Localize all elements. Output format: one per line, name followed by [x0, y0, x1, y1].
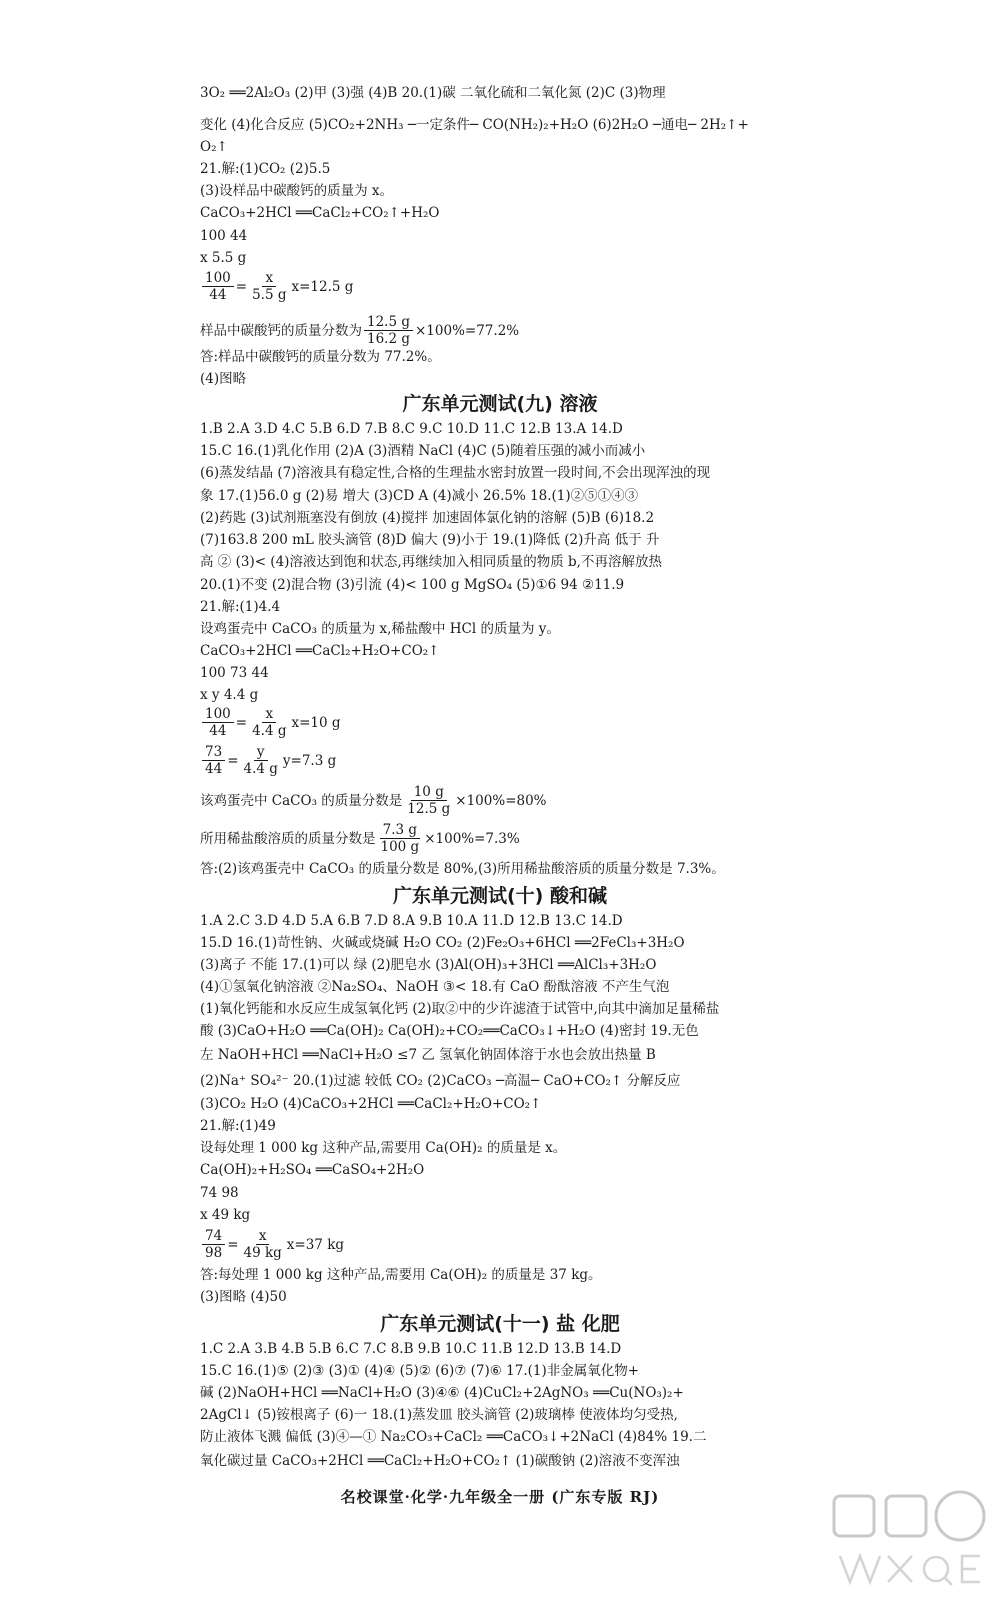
text-line: (2)药匙 (3)试剂瓶塞没有倒放 (4)搅拌 加速固体氯化钠的溶解 (5)B (6)18.2: [200, 510, 655, 526]
fraction-equation: $\frac{73}{44}$ = $\frac{y}{4.4 g}$ y=7.3 g: [200, 744, 336, 777]
fraction-equation: 所用稀盐酸溶质的质量分数是 $\frac{7.3 g}{100 g}$ ×100%=7.3%: [200, 822, 520, 855]
text-line: 21.解:(1)4.4: [200, 599, 281, 615]
text-line: 氧化碳过量 CaCO₃+2HCl ══CaCl₂+H₂O+CO₂↑ (1)碳酸钠 (2)溶液不变浑浊: [200, 1453, 680, 1469]
text-line: 3O₂ ══2Al₂O₃ (2)甲 (3)强 (4)B 20.(1)碳 二氧化硫和二氧化氮 (2)C (3)物理: [200, 85, 666, 101]
text-line: 21.解:(1)49: [200, 1118, 276, 1134]
text-line: (2)Na⁺ SO₄²⁻ 20.(1)过滤 较低 CO₂ (2)CaCO₃ ─高温─ CaO+CO₂↑ 分解反应: [200, 1073, 681, 1089]
text-line: 防止液体飞溅 偏低 (3)④—① Na₂CO₃+CaCl₂ ══CaCO₃↓+2NaCl (4)84% 19.二: [200, 1429, 707, 1445]
text-line: 100 44: [200, 228, 248, 244]
text-line: 15.C 16.(1)乳化作用 (2)A (3)酒精 NaCl (4)C (5)随着压强的减小而减小: [200, 443, 646, 459]
text-line: (7)163.8 200 mL 胶头滴管 (8)D 偏大 (9)小于 19.(1)降低 (2)升高 低于 升: [200, 532, 660, 548]
text-line: (4)①氢氧化钠溶液 ②Na₂SO₄、NaOH ③< 18.有 CaO 酚酞溶液 不产生气泡: [200, 979, 670, 995]
text-line: 变化 (4)化合反应 (5)CO₂+2NH₃ ─一定条件─ CO(NH₂)₂+H₂O (6)2H₂O ─通电─ 2H₂↑+: [200, 117, 749, 133]
text-line: 答:样品中碳酸钙的质量分数为 77.2%。: [200, 349, 441, 365]
text-line: 碱 (2)NaOH+HCl ══NaCl+H₂O (3)④⑥ (4)CuCl₂+2AgNO₃ ══Cu(NO₃)₂+: [200, 1385, 684, 1401]
text-line: 15.C 16.(1)⑤ (2)③ (3)① (4)④ (5)② (6)⑦ (7)⑥ 17.(1)非金属氧化物+: [200, 1363, 640, 1379]
text-line: (3)设样品中碳酸钙的质量为 x。: [200, 183, 394, 199]
text-line: 74 98: [200, 1185, 239, 1201]
text-line: 1.B 2.A 3.D 4.C 5.B 6.D 7.B 8.C 9.C 10.D 11.C 12.B 13.A 14.D: [200, 421, 623, 437]
text-line: (3)离子 不能 17.(1)可以 绿 (2)肥皂水 (3)Al(OH)₃+3HCl ══AlCl₃+3H₂O: [200, 957, 657, 973]
text-line: 21.解:(1)CO₂ (2)5.5: [200, 161, 331, 177]
text-line: 设每处理 1 000 kg 这种产品,需要用 Ca(OH)₂ 的质量是 x。: [200, 1140, 567, 1156]
text-line: 15.D 16.(1)苛性钠、火碱或烧碱 H₂O CO₂ (2)Fe₂O₃+6HCl ══2FeCl₃+3H₂O: [200, 935, 685, 951]
equation-line: Ca(OH)₂+H₂SO₄ ══CaSO₄+2H₂O: [200, 1162, 425, 1178]
text-line: (1)氧化钙能和水反应生成氢氧化钙 (2)取②中的少许滤渣于试管中,向其中滴加足量稀盐: [200, 1001, 720, 1017]
text-line: x 49 kg: [200, 1207, 251, 1223]
fraction-equation: 样品中碳酸钙的质量分数为 $\frac{12.5 g}{16.2 g}$ ×100%=77.2%: [200, 314, 520, 347]
text-line: 酸 (3)CaO+H₂O ══Ca(OH)₂ Ca(OH)₂+CO₂══CaCO₃↓+H₂O (4)密封 19.无色: [200, 1023, 699, 1039]
text-line: 答:每处理 1 000 kg 这种产品,需要用 Ca(OH)₂ 的质量是 37 kg。: [200, 1267, 602, 1283]
text-line: O₂↑: [200, 139, 228, 155]
text-line: (6)蒸发结晶 (7)溶液具有稳定性,合格的生理盐水密封放置一段时间,不会出现浑浊的现: [200, 465, 711, 481]
text-line: (4)图略: [200, 371, 247, 387]
text-line: 象 17.(1)56.0 g (2)易 增大 (3)CD A (4)减小 26.5% 18.(1)②⑤①④③: [200, 488, 639, 504]
equation-line: CaCO₃+2HCl ══CaCl₂+CO₂↑+H₂O: [200, 205, 440, 221]
section-heading: 广东单元测试(十) 酸和碱: [393, 885, 607, 907]
section-heading: 广东单元测试(九) 溶液: [402, 393, 598, 415]
text-line: 20.(1)不变 (2)混合物 (3)引流 (4)< 100 g MgSO₄ (5)①6 94 ②11.9: [200, 577, 625, 593]
section-heading: 广东单元测试(十一) 盐 化肥: [380, 1313, 620, 1335]
watermark-logo-icon: [820, 1486, 990, 1596]
page-footer: 名校课堂·化学·九年级全一册 (广东专版 RJ): [340, 1488, 660, 1506]
text-line: 左 NaOH+HCl ══NaCl+H₂O ≤7 乙 氢氧化钠固体溶于水也会放出热量 B: [200, 1047, 656, 1063]
text-line: 100 73 44: [200, 665, 269, 681]
text-line: (3)图略 (4)50: [200, 1289, 287, 1305]
fraction-equation: $\frac{74}{98}$ = $\frac{x}{49 kg}$ x=37 kg: [200, 1228, 344, 1261]
fraction-equation: 该鸡蛋壳中 CaCO₃ 的质量分数是 $\frac{10 g}{12.5 g}$ ×100%=80%: [200, 784, 547, 817]
text-line: 1.C 2.A 3.B 4.B 5.B 6.C 7.C 8.B 9.B 10.C 11.B 12.D 13.B 14.D: [200, 1341, 622, 1357]
text-line: 高 ② (3)< (4)溶液达到饱和状态,再继续加入相同质量的物质 b,不再溶解放热: [200, 554, 662, 570]
text-line: 答:(2)该鸡蛋壳中 CaCO₃ 的质量分数是 80%,(3)所用稀盐酸溶质的质量分数是 7.3%。: [200, 861, 725, 877]
fraction-equation: $\frac{100}{44}$ = $\frac{x}{5.5 g}$ x=12.5 g: [200, 270, 353, 303]
text-line: 2AgCl↓ (5)铵根离子 (6)一 18.(1)蒸发皿 胶头滴管 (2)玻璃棒 使液体均匀受热,: [200, 1407, 678, 1423]
text-line: (3)CO₂ H₂O (4)CaCO₃+2HCl ══CaCl₂+H₂O+CO₂↑: [200, 1096, 542, 1112]
fraction-equation: $\frac{100}{44}$ = $\frac{x}{4.4 g}$ x=10 g: [200, 706, 341, 739]
text-line: 1.A 2.C 3.D 4.D 5.A 6.B 7.D 8.A 9.B 10.A 11.D 12.B 13.C 14.D: [200, 913, 623, 929]
equation-line: CaCO₃+2HCl ══CaCl₂+H₂O+CO₂↑: [200, 643, 440, 659]
text-line: x 5.5 g: [200, 250, 247, 266]
text-line: x y 4.4 g: [200, 687, 259, 703]
text-line: 设鸡蛋壳中 CaCO₃ 的质量为 x,稀盐酸中 HCl 的质量为 y。: [200, 621, 560, 637]
